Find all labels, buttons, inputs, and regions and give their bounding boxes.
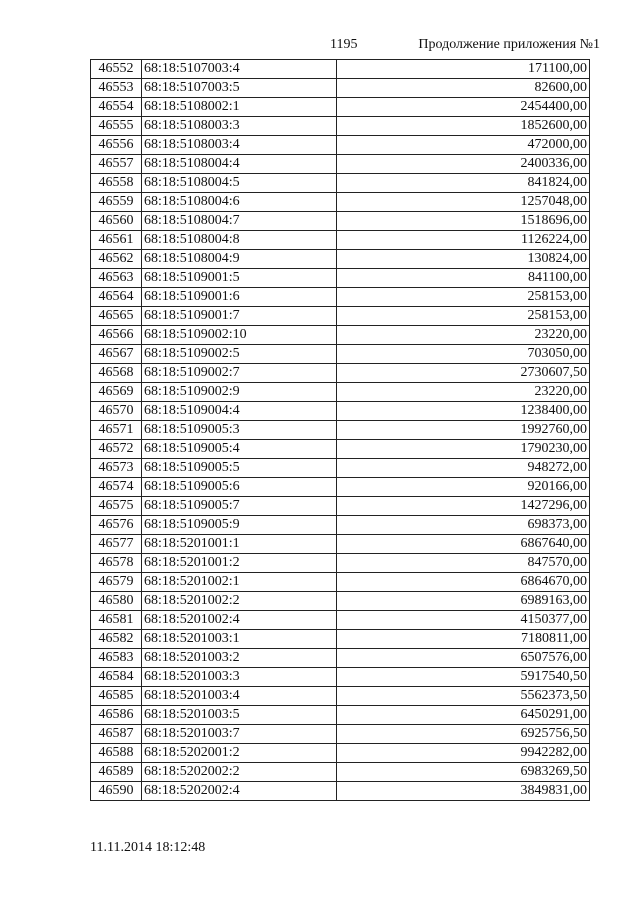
cadastral-number-cell: 68:18:5109001:5 [142, 269, 337, 288]
cadastral-number-cell: 68:18:5109002:9 [142, 383, 337, 402]
cadastral-number-cell: 68:18:5109001:7 [142, 307, 337, 326]
cadastral-number-cell: 68:18:5109005:6 [142, 478, 337, 497]
row-number-cell: 46564 [91, 288, 142, 307]
cadastral-value-cell: 1518696,00 [337, 212, 590, 231]
cadastral-value-cell: 6867640,00 [337, 535, 590, 554]
cadastral-number-cell: 68:18:5109002:10 [142, 326, 337, 345]
row-number-cell: 46574 [91, 478, 142, 497]
cadastral-number-cell: 68:18:5201003:5 [142, 706, 337, 725]
cadastral-number-cell: 68:18:5201001:2 [142, 554, 337, 573]
row-number-cell: 46568 [91, 364, 142, 383]
table-row [91, 193, 590, 212]
cadastral-number-cell: 68:18:5201001:1 [142, 535, 337, 554]
table-row [91, 497, 590, 516]
table-row [91, 516, 590, 535]
table-body [91, 60, 590, 801]
cadastral-value-cell: 2454400,00 [337, 98, 590, 117]
row-number-cell: 46558 [91, 174, 142, 193]
table-row [91, 630, 590, 649]
cadastral-value-cell: 171100,00 [337, 60, 590, 79]
cadastral-number-cell: 68:18:5109005:7 [142, 497, 337, 516]
cadastral-value-cell: 2730607,50 [337, 364, 590, 383]
row-number-cell: 46556 [91, 136, 142, 155]
cadastral-number-cell: 68:18:5201003:7 [142, 725, 337, 744]
cadastral-value-cell: 698373,00 [337, 516, 590, 535]
row-number-cell: 46559 [91, 193, 142, 212]
table-row [91, 706, 590, 725]
table-row [91, 592, 590, 611]
table-row [91, 725, 590, 744]
table-row [91, 98, 590, 117]
row-number-cell: 46583 [91, 649, 142, 668]
cadastral-number-cell: 68:18:5202002:2 [142, 763, 337, 782]
row-number-cell: 46585 [91, 687, 142, 706]
cadastral-value-cell: 1427296,00 [337, 497, 590, 516]
table-row [91, 345, 590, 364]
table-row [91, 60, 590, 79]
cadastral-number-cell: 68:18:5201002:1 [142, 573, 337, 592]
cadastral-number-cell: 68:18:5108004:8 [142, 231, 337, 250]
table-row [91, 364, 590, 383]
cadastral-number-cell: 68:18:5108004:4 [142, 155, 337, 174]
row-number-cell: 46578 [91, 554, 142, 573]
table-row [91, 440, 590, 459]
row-number-cell: 46577 [91, 535, 142, 554]
table-row [91, 231, 590, 250]
row-number-cell: 46554 [91, 98, 142, 117]
cadastral-number-cell: 68:18:5201003:4 [142, 687, 337, 706]
table-row [91, 611, 590, 630]
cadastral-number-cell: 68:18:5108003:3 [142, 117, 337, 136]
cadastral-value-cell: 2400336,00 [337, 155, 590, 174]
table-row [91, 535, 590, 554]
cadastral-value-table [90, 59, 590, 801]
cadastral-number-cell: 68:18:5109005:4 [142, 440, 337, 459]
cadastral-value-cell: 5917540,50 [337, 668, 590, 687]
cadastral-value-cell: 6989163,00 [337, 592, 590, 611]
row-number-cell: 46562 [91, 250, 142, 269]
cadastral-value-cell: 6983269,50 [337, 763, 590, 782]
cadastral-value-cell: 6864670,00 [337, 573, 590, 592]
cadastral-value-cell: 4150377,00 [337, 611, 590, 630]
table-row [91, 459, 590, 478]
row-number-cell: 46588 [91, 744, 142, 763]
cadastral-value-cell: 5562373,50 [337, 687, 590, 706]
row-number-cell: 46570 [91, 402, 142, 421]
cadastral-number-cell: 68:18:5109004:4 [142, 402, 337, 421]
cadastral-value-cell: 6925756,50 [337, 725, 590, 744]
table-row [91, 250, 590, 269]
row-number-cell: 46580 [91, 592, 142, 611]
cadastral-value-cell: 920166,00 [337, 478, 590, 497]
cadastral-number-cell: 68:18:5108004:7 [142, 212, 337, 231]
cadastral-number-cell: 68:18:5201003:1 [142, 630, 337, 649]
cadastral-number-cell: 68:18:5201002:2 [142, 592, 337, 611]
page-header-title: Продолжение приложения №1 [418, 37, 600, 52]
table-row [91, 383, 590, 402]
row-number-cell: 46582 [91, 630, 142, 649]
cadastral-value-cell: 258153,00 [337, 288, 590, 307]
row-number-cell: 46563 [91, 269, 142, 288]
row-number-cell: 46561 [91, 231, 142, 250]
cadastral-value-cell: 3849831,00 [337, 782, 590, 801]
table-row [91, 649, 590, 668]
cadastral-value-cell: 841824,00 [337, 174, 590, 193]
table-row [91, 174, 590, 193]
cadastral-number-cell: 68:18:5108004:9 [142, 250, 337, 269]
cadastral-value-cell: 258153,00 [337, 307, 590, 326]
cadastral-value-cell: 6507576,00 [337, 649, 590, 668]
row-number-cell: 46589 [91, 763, 142, 782]
row-number-cell: 46579 [91, 573, 142, 592]
table-row [91, 117, 590, 136]
table-row [91, 155, 590, 174]
row-number-cell: 46581 [91, 611, 142, 630]
table-row [91, 421, 590, 440]
cadastral-number-cell: 68:18:5201003:2 [142, 649, 337, 668]
table-row [91, 668, 590, 687]
cadastral-number-cell: 68:18:5202001:2 [142, 744, 337, 763]
row-number-cell: 46572 [91, 440, 142, 459]
cadastral-value-cell: 130824,00 [337, 250, 590, 269]
print-timestamp: 11.11.2014 18:12:48 [90, 840, 206, 855]
cadastral-value-cell: 7180811,00 [337, 630, 590, 649]
cadastral-number-cell: 68:18:5109001:6 [142, 288, 337, 307]
table-row [91, 744, 590, 763]
row-number-cell: 46586 [91, 706, 142, 725]
cadastral-value-cell: 948272,00 [337, 459, 590, 478]
cadastral-number-cell: 68:18:5109005:9 [142, 516, 337, 535]
table-row [91, 269, 590, 288]
table-row [91, 478, 590, 497]
row-number-cell: 46569 [91, 383, 142, 402]
table-row [91, 79, 590, 98]
cadastral-number-cell: 68:18:5108004:6 [142, 193, 337, 212]
cadastral-value-cell: 1126224,00 [337, 231, 590, 250]
cadastral-value-cell: 703050,00 [337, 345, 590, 364]
row-number-cell: 46567 [91, 345, 142, 364]
cadastral-number-cell: 68:18:5109002:7 [142, 364, 337, 383]
row-number-cell: 46587 [91, 725, 142, 744]
table-row [91, 687, 590, 706]
row-number-cell: 46555 [91, 117, 142, 136]
table-row [91, 136, 590, 155]
cadastral-number-cell: 68:18:5201003:3 [142, 668, 337, 687]
row-number-cell: 46565 [91, 307, 142, 326]
table-row [91, 554, 590, 573]
cadastral-value-cell: 1992760,00 [337, 421, 590, 440]
table-row [91, 326, 590, 345]
cadastral-number-cell: 68:18:5109002:5 [142, 345, 337, 364]
cadastral-value-cell: 1238400,00 [337, 402, 590, 421]
cadastral-value-cell: 23220,00 [337, 326, 590, 345]
cadastral-value-cell: 472000,00 [337, 136, 590, 155]
cadastral-value-cell: 841100,00 [337, 269, 590, 288]
cadastral-value-cell: 6450291,00 [337, 706, 590, 725]
row-number-cell: 46552 [91, 60, 142, 79]
table-row [91, 573, 590, 592]
cadastral-value-cell: 1790230,00 [337, 440, 590, 459]
cadastral-number-cell: 68:18:5107003:4 [142, 60, 337, 79]
row-number-cell: 46560 [91, 212, 142, 231]
cadastral-number-cell: 68:18:5202002:4 [142, 782, 337, 801]
table-row [91, 212, 590, 231]
cadastral-number-cell: 68:18:5109005:5 [142, 459, 337, 478]
row-number-cell: 46576 [91, 516, 142, 535]
cadastral-value-cell: 1257048,00 [337, 193, 590, 212]
row-number-cell: 46573 [91, 459, 142, 478]
row-number-cell: 46590 [91, 782, 142, 801]
cadastral-value-cell: 23220,00 [337, 383, 590, 402]
cadastral-number-cell: 68:18:5108004:5 [142, 174, 337, 193]
row-number-cell: 46584 [91, 668, 142, 687]
row-number-cell: 46566 [91, 326, 142, 345]
page-number: 1195 [330, 37, 358, 52]
cadastral-number-cell: 68:18:5201002:4 [142, 611, 337, 630]
cadastral-value-cell: 82600,00 [337, 79, 590, 98]
table-row [91, 307, 590, 326]
row-number-cell: 46553 [91, 79, 142, 98]
table-row [91, 763, 590, 782]
cadastral-number-cell: 68:18:5107003:5 [142, 79, 337, 98]
table-row [91, 782, 590, 801]
row-number-cell: 46571 [91, 421, 142, 440]
table-row [91, 402, 590, 421]
cadastral-number-cell: 68:18:5108002:1 [142, 98, 337, 117]
cadastral-value-cell: 1852600,00 [337, 117, 590, 136]
cadastral-number-cell: 68:18:5109005:3 [142, 421, 337, 440]
cadastral-value-cell: 847570,00 [337, 554, 590, 573]
cadastral-value-cell: 9942282,00 [337, 744, 590, 763]
table-row [91, 288, 590, 307]
row-number-cell: 46575 [91, 497, 142, 516]
cadastral-number-cell: 68:18:5108003:4 [142, 136, 337, 155]
row-number-cell: 46557 [91, 155, 142, 174]
